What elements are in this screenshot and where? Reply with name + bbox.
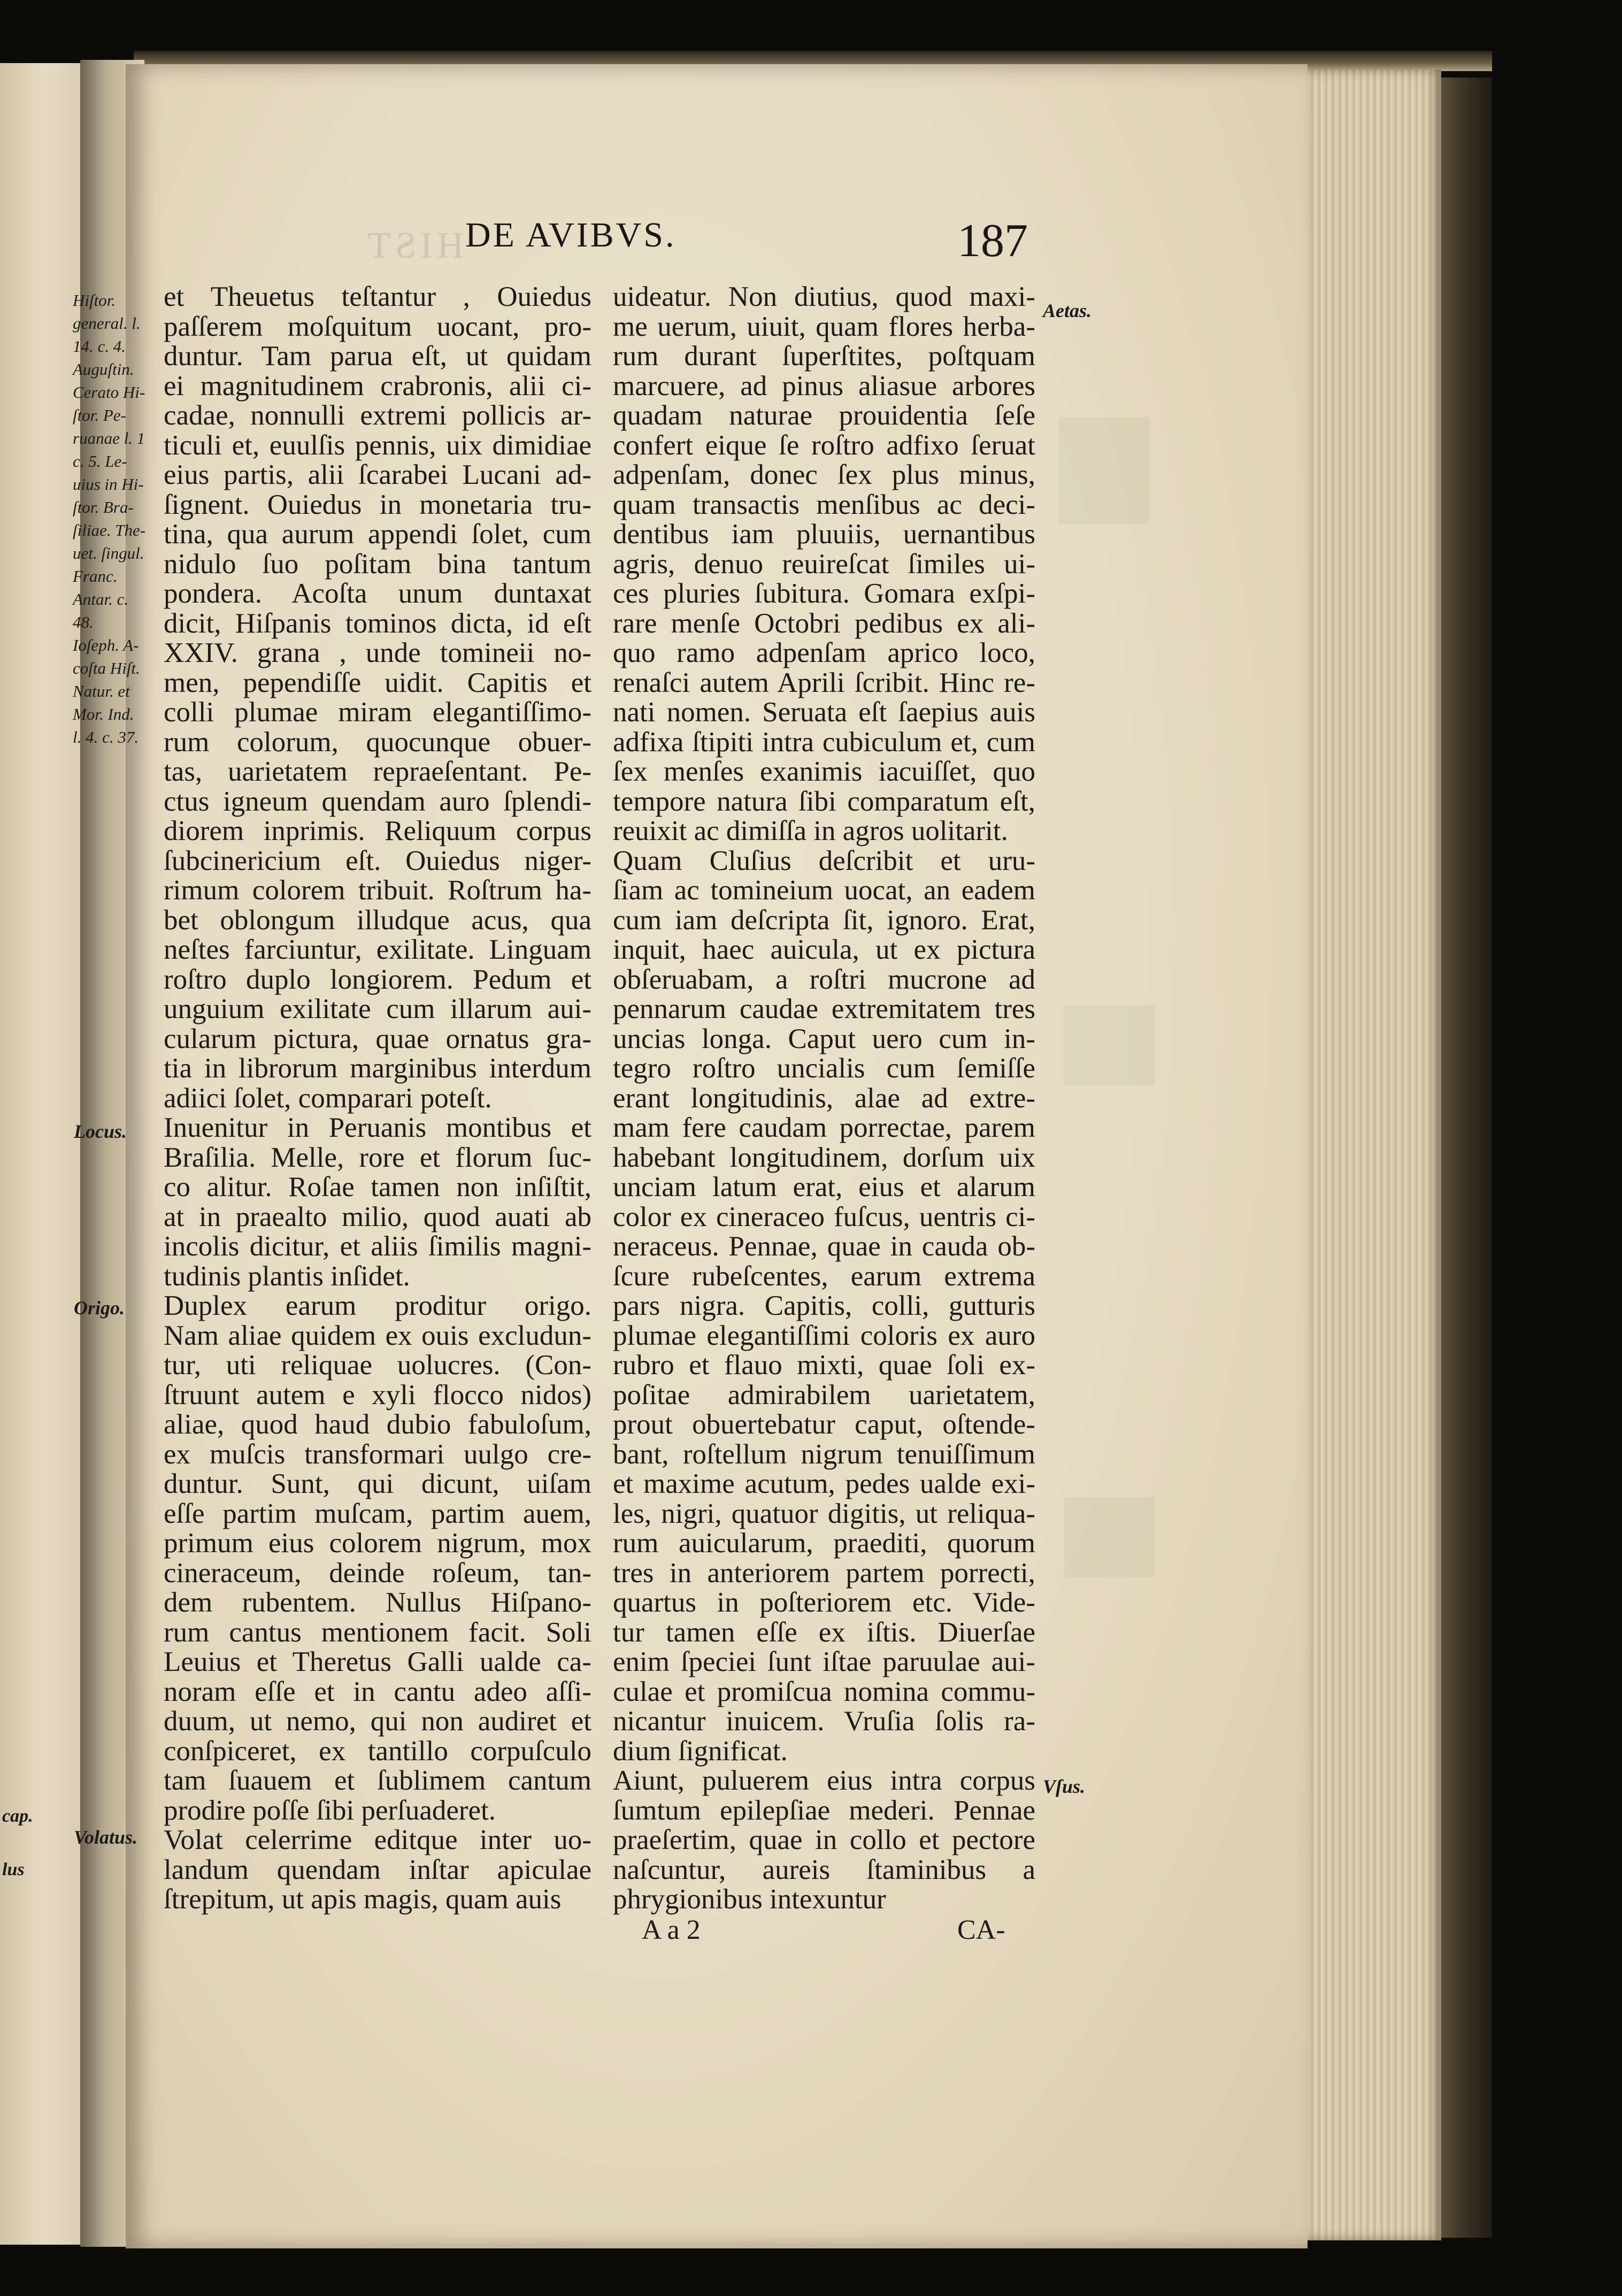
left-column-line: Nam aliae quidem ex ouis excludun- (164, 1320, 591, 1351)
left-column-line: et Theuetus teſtantur , Ouiedus (164, 281, 591, 312)
left-column-line: tas, uarietatem repraeſentant. Pe- (164, 756, 591, 787)
right-column-line: ſcure rubeſcentes, earum extrema (613, 1260, 1035, 1292)
right-column-line: erant longitudinis, alae ad extre- (613, 1082, 1035, 1114)
left-column-line: bet oblongum illudque acus, qua (164, 904, 591, 936)
left-column-line: Duplex earum proditur origo. (164, 1290, 591, 1321)
margin-reference-line: uet. ſingul. (73, 544, 144, 563)
right-column-line: rum durant ſuperſtites, poſtquam (613, 341, 1035, 372)
right-column-line: culae et promiſcua nomina commu- (613, 1676, 1035, 1707)
left-column-line: unguium exilitate cum illarum aui- (164, 993, 591, 1024)
left-column-line: tina, qua aurum appendi ſolet, cum (164, 519, 591, 550)
right-column-line: ſumtum epilepſiae mederi. Pennae (613, 1794, 1035, 1826)
right-column-line: quo ramo adpenſam aprico loco, (613, 637, 1035, 668)
left-column-line: cineraceum, deinde roſeum, tan- (164, 1557, 591, 1589)
margin-reference-line: Antar. c. (73, 590, 129, 608)
side-label-aetas: Aetas. (1043, 300, 1092, 321)
side-label-vsus: Vſus. (1043, 1776, 1086, 1797)
left-column-line: adiici ſolet, comparari poteſt. (164, 1082, 492, 1114)
left-column-line: Leuius et Theretus Galli ualde ca- (164, 1646, 591, 1677)
left-column-line: eius partis, alii ſcarabei Lucani ad- (164, 459, 591, 490)
right-column-line: adfixa ſtipiti intra cubiculum et, cum (613, 726, 1035, 758)
right-column-line: poſitae admirabilem uarietatem, (613, 1379, 1035, 1411)
left-column-line: pondera. Acoſta unum duntaxat (164, 578, 591, 609)
left-column-line: cularum pictura, quae ornatus gra- (164, 1023, 591, 1054)
right-column-line: cum iam deſcripta ſit, ignoro. Erat, (613, 904, 1035, 936)
left-column-line: tur, uti reliquae uolucres. (Con- (164, 1350, 591, 1381)
left-column-line: Braſilia. Melle, rore et florum ſuc- (164, 1142, 591, 1173)
right-column-line: tres in anteriorem partem porrecti, (613, 1557, 1035, 1589)
show-through-block (1059, 417, 1150, 524)
left-column-line: colli plumae miram elegantiſſimo- (164, 697, 591, 728)
right-column-line: quadam naturae prouidentia ſeſe (613, 400, 1035, 431)
left-column-line: diorem inprimis. Reliquum corpus (164, 815, 591, 846)
text-column-left (164, 282, 591, 1915)
margin-reference-line: ſtor. Bra- (73, 498, 134, 517)
right-column-line: reuixit ac dimiſſa in agros uolitarit. (613, 815, 1008, 846)
right-column-line: quartus in poſteriorem etc. Vide- (613, 1587, 1035, 1618)
left-column-line: at in praealto milio, quod auati ab (164, 1201, 591, 1232)
left-column-line: eſſe partim muſcam, partim auem, (164, 1498, 591, 1529)
side-label-volatus: Volatus. (74, 1827, 138, 1848)
right-column-line: dentibus iam pluuiis, uernantibus (613, 519, 1035, 550)
right-column-line: ces pluries ſubitura. Gomara exſpi- (613, 578, 1035, 609)
margin-reference-line: uius in Hi- (73, 475, 144, 494)
right-column-line: ſiam ac tomineium uocat, an eadem (613, 875, 1035, 906)
left-column-line: ſubcinericium eſt. Ouiedus niger- (164, 845, 591, 876)
left-column-line: aliae, quod haud dubio fabuloſum, (164, 1409, 591, 1440)
right-column-line: les, nigri, quatuor digitis, ut reliqua- (613, 1498, 1035, 1529)
left-column-line: conſpiceret, ex tantillo corpuſculo (164, 1735, 591, 1767)
right-column-line: uncias longa. Caput uero cum in- (613, 1023, 1035, 1054)
right-column-line: uideatur. Non diutius, quod maxi- (613, 281, 1035, 312)
left-column-line: Volat celerrime editque inter uo- (164, 1824, 591, 1855)
right-column-line: agris, denuo reuireſcat ſimiles ui- (613, 548, 1035, 580)
left-column-line: prodire poſſe ſibi perſuaderet. (164, 1794, 496, 1826)
left-column-line: co alitur. Roſae tamen non inſiſtit, (164, 1172, 591, 1203)
right-column-line: nati nomen. Seruata eſt ſaepius auis (613, 697, 1035, 728)
right-column-line: praeſertim, quae in collo et pectore (613, 1824, 1035, 1855)
left-page-note-1: cap. (2, 1806, 33, 1826)
right-column-line: Quam Cluſius deſcribit et uru- (613, 845, 1035, 876)
right-column-line: tur tamen eſſe ex iſtis. Diuerſae (613, 1616, 1035, 1648)
left-column-line: dicit, Hiſpanis tominos dicta, id eſt (164, 607, 591, 639)
cover-edge (1441, 78, 1492, 2238)
right-column-line: bant, roſtellum nigrum tenuiſſimum (613, 1438, 1035, 1470)
margin-reference-line: l. 4. c. 37. (73, 728, 139, 746)
left-column-line: cadae, nonnulli extremi pollicis ar- (164, 400, 591, 431)
signature-mark: A a 2 (642, 1915, 701, 1945)
side-label-origo: Origo. (74, 1297, 125, 1319)
margin-reference-line: 48. (73, 613, 94, 631)
show-through-block (1064, 1497, 1155, 1577)
right-column-line: nicantur inuicem. Vruſia ſolis ra- (613, 1706, 1035, 1737)
right-column-line: rum auicularum, praediti, quorum (613, 1528, 1035, 1559)
margin-references (73, 289, 164, 749)
show-through-heading: HIST (364, 225, 464, 266)
left-column-line: ei magnitudinem crabronis, alii ci- (164, 370, 591, 402)
right-column-line: Aiunt, puluerem eius intra corpus (613, 1765, 1035, 1796)
left-column-line: dem rubentem. Nullus Hiſpano- (164, 1587, 591, 1618)
right-column-line: plumae elegantiſſimi coloris ex auro (613, 1320, 1035, 1351)
left-column-line: primum eius colorem nigrum, mox (164, 1528, 591, 1559)
page-edges (1308, 70, 1441, 2240)
left-column-line: ticuli et, euulſis pennis, uix dimidiae (164, 429, 591, 461)
right-column-line: quam transactis menſibus ac deci- (613, 489, 1035, 520)
left-column-line: Inuenitur in Peruanis montibus et (164, 1112, 591, 1143)
right-column-line: dium ſignificat. (613, 1735, 788, 1767)
right-column-line: ſex menſes exanimis iacuiſſet, quo (613, 756, 1035, 787)
left-column-line: paſſerem moſquitum uocant, pro- (164, 311, 591, 342)
right-column-line: color ex cineraceo fuſcus, uentris ci- (613, 1201, 1035, 1232)
left-page-fragment (0, 63, 80, 2245)
right-column-line: pars nigra. Capitis, colli, gutturis (613, 1290, 1035, 1321)
running-head: DE AVIBVS. (465, 215, 677, 255)
left-column-line: XXIV. grana , unde tomineii no- (164, 637, 591, 668)
catchword: CA- (957, 1915, 1005, 1945)
margin-reference-line: Mor. Ind. (73, 705, 134, 723)
right-column-line: phrygionibus intexuntur (613, 1884, 886, 1915)
right-column-line: tempore natura ſibi comparatum eſt, (613, 785, 1035, 817)
margin-reference-line: c. 5. Le- (73, 452, 127, 471)
margin-reference-line: general. l. (73, 314, 141, 333)
right-column-line: marcuere, ad pinus aliasue arbores (613, 370, 1035, 402)
right-column-line: naſcuntur, aureis ſtaminibus a (613, 1854, 1035, 1885)
right-column-line: adpenſam, donec ſex plus minus, (613, 459, 1035, 490)
left-column-line: tia in librorum marginibus interdum (164, 1053, 591, 1084)
right-column-line: et maxime acutum, pedes ualde exi- (613, 1468, 1035, 1499)
left-column-line: landum quendam inſtar apiculae (164, 1854, 591, 1885)
right-column-line: me uerum, uiuit, quam flores herba- (613, 311, 1035, 342)
page-number: 187 (957, 215, 1028, 267)
margin-reference-line: Franc. (73, 567, 118, 585)
right-column-line: rare menſe Octobri pedibus ex ali- (613, 607, 1035, 639)
left-column-line: tam ſuauem et ſublimem cantum (164, 1765, 591, 1796)
margin-reference-line: coſta Hiſt. (73, 659, 140, 677)
left-column-line: nidulo ſuo poſitam bina tantum (164, 548, 591, 580)
right-column-line: unciam latum erat, eius et alarum (613, 1172, 1035, 1203)
margin-reference-line: Ioſeph. A- (73, 636, 139, 654)
left-page-note-2: lus (2, 1860, 25, 1879)
margin-reference-line: ſiliae. The- (73, 521, 146, 540)
left-column-line: duntur. Sunt, qui dicunt, uiſam (164, 1468, 591, 1499)
right-column-line: confert eique ſe roſtro adfixo ſeruat (613, 429, 1035, 461)
right-column-line: enim ſpeciei ſunt iſtae paruulae aui- (613, 1646, 1035, 1677)
left-column-line: rum cantus mentionem facit. Soli (164, 1616, 591, 1648)
left-column-line: incolis dicitur, et aliis ſimilis magni- (164, 1231, 591, 1262)
right-column-line: neraceus. Pennae, quae in cauda ob- (613, 1231, 1035, 1262)
right-column-line: mam fere caudam porrectae, parem (613, 1112, 1035, 1143)
side-label-locus: Locus. (74, 1121, 127, 1142)
left-column-line: ex muſcis transformari uulgo cre- (164, 1438, 591, 1470)
margin-reference-line: Hiſtor. (73, 291, 116, 310)
right-column-line: rubro et flauo mixti, quae ſoli ex- (613, 1350, 1035, 1381)
margin-reference-line: ſtor. Pe- (73, 406, 126, 425)
right-column-line: prout obuertebatur caput, oſtende- (613, 1409, 1035, 1440)
left-column-line: noram eſſe et in cantu adeo aſſi- (164, 1676, 591, 1707)
margin-reference-line: ruanae l. 1 (73, 429, 145, 448)
left-column-line: neſtes farciuntur, exilitate. Linguam (164, 934, 591, 965)
left-column-line: duum, ut nemo, qui non audiret et (164, 1706, 591, 1737)
margin-reference-line: Natur. et (73, 682, 130, 700)
left-column-line: rimum colorem tribuit. Roſtrum ha- (164, 875, 591, 906)
left-column-line: men, pependiſſe uidit. Capitis et (164, 667, 591, 698)
right-column-line: renaſci autem Aprili ſcribit. Hinc re- (613, 667, 1035, 698)
left-column-line: tudinis plantis inſidet. (164, 1260, 410, 1292)
left-column-line: ſignent. Ouiedus in monetaria tru- (164, 489, 591, 520)
margin-reference-line: Cerato Hi- (73, 383, 145, 402)
left-column-line: rum colorum, quocunque obuer- (164, 726, 591, 758)
left-column-line: ſtrepitum, ut apis magis, quam auis (164, 1884, 562, 1915)
right-column-line: habebant longitudinem, dorſum uix (613, 1142, 1035, 1173)
text-column-right (613, 282, 1035, 1915)
left-column-line: duntur. Tam parua eſt, ut quidam (164, 341, 591, 372)
left-column-line: roſtro duplo longiorem. Pedum et (164, 964, 591, 995)
show-through-block (1064, 1005, 1155, 1085)
right-column-line: pennarum caudae extremitatem tres (613, 993, 1035, 1024)
margin-reference-line: Auguſtin. (73, 360, 134, 379)
left-column-line: ctus igneum quendam auro ſplendi- (164, 785, 591, 817)
left-column-line: ſtruunt autem e xyli flocco nidos) (164, 1379, 591, 1411)
right-column-line: tegro roſtro uncialis cum ſemiſſe (613, 1053, 1035, 1084)
right-column-line: obſeruabam, a roſtri mucrone ad (613, 964, 1035, 995)
right-column-line: inquit, haec auicula, ut ex pictura (613, 934, 1035, 965)
margin-reference-line: 14. c. 4. (73, 337, 126, 356)
